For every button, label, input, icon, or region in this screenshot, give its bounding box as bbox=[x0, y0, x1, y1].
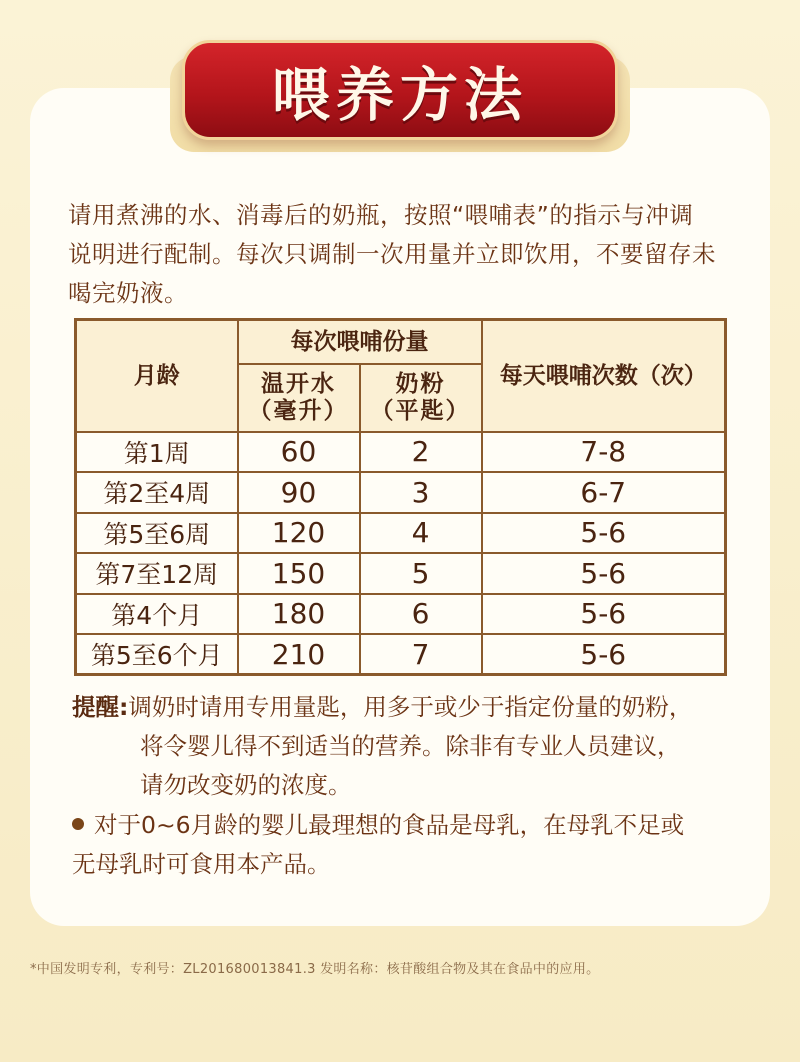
cell-water: 60 bbox=[238, 432, 360, 473]
intro-line: 请用煮沸的水、消毒后的奶瓶，按照“喂哺表”的指示与冲调 bbox=[68, 201, 694, 229]
header-water-label: 温开水 bbox=[261, 370, 336, 397]
cell-times: 7-8 bbox=[482, 432, 726, 473]
bullet-icon bbox=[72, 818, 84, 830]
cell-times: 5-6 bbox=[482, 513, 726, 554]
cell-age: 第2至4周 bbox=[76, 472, 238, 513]
cell-water: 210 bbox=[238, 634, 360, 675]
feeding-table bbox=[74, 318, 727, 676]
cell-times: 5-6 bbox=[482, 634, 726, 675]
cell-powder: 4 bbox=[360, 513, 482, 554]
intro-paragraph bbox=[68, 196, 728, 313]
cell-powder: 5 bbox=[360, 553, 482, 594]
table-row bbox=[76, 513, 726, 554]
cell-age: 第5至6周 bbox=[76, 513, 238, 554]
cell-water: 180 bbox=[238, 594, 360, 635]
cell-powder: 7 bbox=[360, 634, 482, 675]
cell-age: 第4个月 bbox=[76, 594, 238, 635]
cell-water: 90 bbox=[238, 472, 360, 513]
reminder-line: 请勿改变奶的浓度。 bbox=[140, 771, 352, 799]
cell-age: 第5至6个月 bbox=[76, 634, 238, 675]
cell-times: 6-7 bbox=[482, 472, 726, 513]
title-banner bbox=[182, 40, 618, 140]
note-line bbox=[72, 806, 732, 845]
cell-powder: 3 bbox=[360, 472, 482, 513]
cell-times: 5-6 bbox=[482, 594, 726, 635]
cell-water: 150 bbox=[238, 553, 360, 594]
cell-powder: 2 bbox=[360, 432, 482, 473]
intro-line: 喝完奶液。 bbox=[68, 279, 188, 307]
header-water bbox=[238, 364, 360, 432]
cell-powder: 6 bbox=[360, 594, 482, 635]
reminder-label: 提醒: bbox=[72, 693, 129, 721]
intro-line: 说明进行配制。每次只调制一次用量并立即饮用，不要留存未 bbox=[68, 240, 716, 268]
banner-ribbon bbox=[182, 40, 618, 140]
header-amount: 每次喂哺份量 bbox=[238, 320, 482, 364]
cell-age: 第7至12周 bbox=[76, 553, 238, 594]
cell-times: 5-6 bbox=[482, 553, 726, 594]
note-text: 对于0~6月龄的婴儿最理想的食品是母乳，在母乳不足或 bbox=[94, 811, 685, 839]
header-powder-unit: （平匙） bbox=[370, 397, 471, 424]
reminder-section bbox=[72, 688, 732, 805]
breastfeeding-note bbox=[72, 806, 732, 884]
header-water-unit: （毫升） bbox=[248, 397, 349, 424]
header-times: 每天喂哺次数（次） bbox=[482, 320, 726, 432]
note-line: 无母乳时可食用本产品。 bbox=[72, 850, 331, 878]
cell-age: 第1周 bbox=[76, 432, 238, 473]
cell-water: 120 bbox=[238, 513, 360, 554]
table-row bbox=[76, 553, 726, 594]
patent-footnote: *中国发明专利，专利号：ZL201680013841.3 发明名称：核苷酸组合物及其在食品中的应用。 bbox=[30, 962, 600, 977]
reminder-line: 将令婴儿得不到适当的营养。除非有专业人员建议， bbox=[140, 732, 681, 760]
banner-title: 喂养方法 bbox=[271, 61, 528, 129]
reminder-line bbox=[72, 688, 732, 727]
table-row bbox=[76, 634, 726, 675]
table-row bbox=[76, 472, 726, 513]
table-row bbox=[76, 594, 726, 635]
header-powder-label: 奶粉 bbox=[395, 370, 446, 397]
header-powder bbox=[360, 364, 482, 432]
header-age: 月龄 bbox=[76, 320, 238, 432]
reminder-text: 调奶时请用专用量匙，用多于或少于指定份量的奶粉， bbox=[128, 693, 693, 721]
table-row bbox=[76, 432, 726, 473]
